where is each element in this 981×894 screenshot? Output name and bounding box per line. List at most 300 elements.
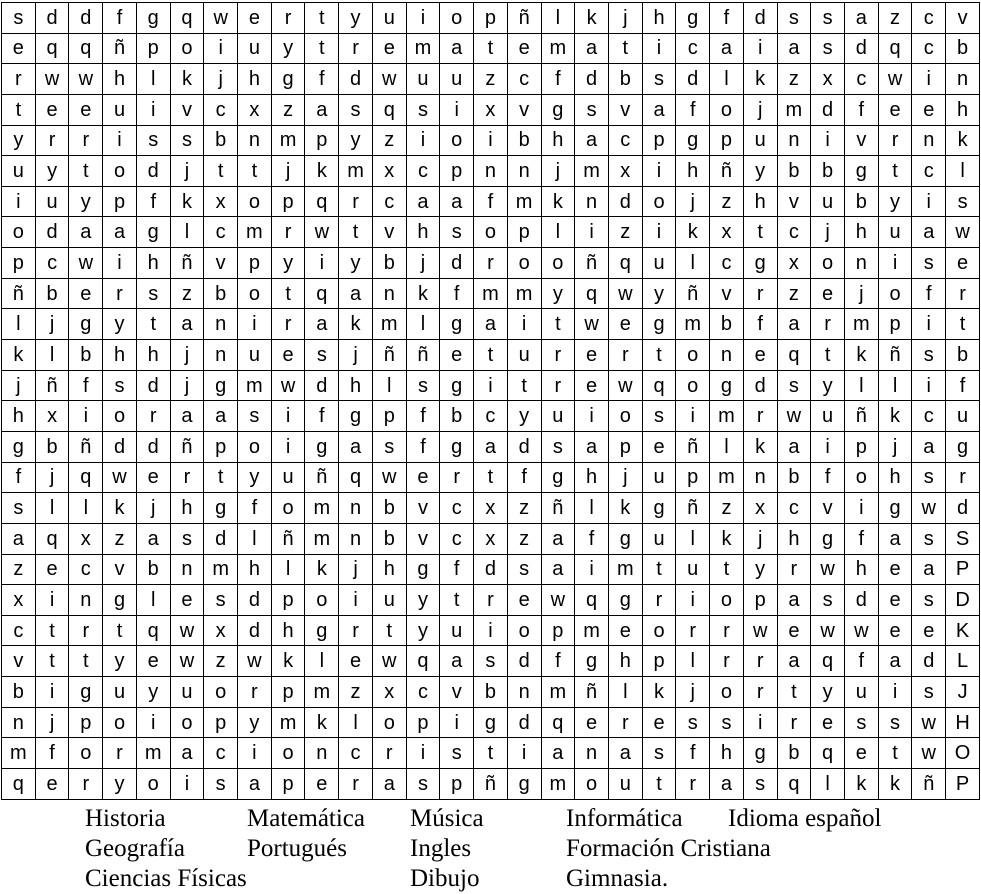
- grid-cell: s: [2, 3, 36, 34]
- grid-cell: s: [912, 585, 946, 616]
- grid-cell: i: [238, 738, 272, 769]
- grid-cell: b: [2, 677, 36, 708]
- grid-cell: f: [507, 462, 541, 493]
- grid-row: [2, 64, 980, 95]
- grid-cell: u: [2, 156, 36, 187]
- grid-cell: i: [507, 738, 541, 769]
- grid-cell: a: [440, 646, 474, 677]
- grid-cell: j: [608, 3, 642, 34]
- grid-cell: y: [642, 278, 676, 309]
- grid-cell: a: [541, 554, 575, 585]
- grid-cell: c: [844, 64, 878, 95]
- grid-cell: s: [912, 677, 946, 708]
- grid-cell: s: [474, 646, 508, 677]
- grid-cell: s: [2, 493, 36, 524]
- grid-cell: u: [440, 615, 474, 646]
- grid-cell: b: [946, 340, 980, 371]
- grid-cell: h: [608, 646, 642, 677]
- grid-cell: j: [676, 677, 710, 708]
- grid-cell: v: [777, 186, 811, 217]
- grid-cell: r: [474, 585, 508, 616]
- grid-cell: r: [271, 3, 305, 34]
- grid-cell: m: [541, 769, 575, 800]
- grid-row: [2, 248, 980, 279]
- grid-cell: g: [136, 3, 170, 34]
- grid-cell: a: [777, 431, 811, 462]
- grid-cell: d: [136, 431, 170, 462]
- grid-cell: k: [271, 646, 305, 677]
- grid-cell: d: [35, 217, 69, 248]
- grid-cell: u: [507, 340, 541, 371]
- grid-cell: e: [878, 94, 912, 125]
- grid-cell: i: [35, 585, 69, 616]
- grid-cell: i: [474, 125, 508, 156]
- grid-cell: s: [339, 94, 373, 125]
- grid-cell: n: [844, 248, 878, 279]
- grid-row: [2, 125, 980, 156]
- grid-cell: b: [204, 278, 238, 309]
- grid-cell: x: [2, 585, 36, 616]
- grid-cell: a: [575, 431, 609, 462]
- grid-cell: x: [372, 156, 406, 187]
- grid-cell: q: [170, 3, 204, 34]
- grid-cell: o: [507, 248, 541, 279]
- grid-cell: q: [305, 186, 339, 217]
- grid-cell: g: [811, 523, 845, 554]
- grid-cell: u: [271, 462, 305, 493]
- grid-cell: l: [69, 493, 103, 524]
- grid-cell: w: [777, 401, 811, 432]
- grid-cell: w: [35, 64, 69, 95]
- grid-cell: q: [69, 33, 103, 64]
- grid-cell: e: [743, 340, 777, 371]
- grid-cell: g: [608, 585, 642, 616]
- grid-cell: u: [608, 769, 642, 800]
- grid-cell: f: [844, 94, 878, 125]
- grid-cell: a: [170, 309, 204, 340]
- grid-cell: k: [878, 769, 912, 800]
- grid-cell: P: [946, 769, 980, 800]
- grid-cell: e: [811, 278, 845, 309]
- grid-cell: s: [440, 217, 474, 248]
- grid-cell: g: [642, 309, 676, 340]
- grid-cell: L: [946, 646, 980, 677]
- grid-cell: d: [136, 370, 170, 401]
- grid-row: [2, 156, 980, 187]
- grid-cell: r: [608, 707, 642, 738]
- grid-cell: d: [238, 615, 272, 646]
- grid-cell: i: [575, 217, 609, 248]
- grid-cell: p: [474, 3, 508, 34]
- grid-cell: q: [305, 278, 339, 309]
- grid-cell: b: [35, 431, 69, 462]
- grid-cell: c: [440, 523, 474, 554]
- grid-cell: e: [305, 769, 339, 800]
- grid-cell: m: [238, 217, 272, 248]
- word-list-line: [0, 835, 981, 865]
- grid-cell: y: [339, 125, 373, 156]
- word-list-item: Ingles: [410, 835, 472, 862]
- grid-cell: i: [406, 125, 440, 156]
- grid-cell: l: [339, 707, 373, 738]
- grid-cell: s: [372, 431, 406, 462]
- grid-cell: a: [878, 523, 912, 554]
- grid-cell: S: [946, 523, 980, 554]
- grid-cell: ñ: [69, 431, 103, 462]
- grid-cell: e: [2, 33, 36, 64]
- grid-cell: y: [339, 3, 373, 34]
- grid-row: [2, 278, 980, 309]
- grid-cell: z: [2, 554, 36, 585]
- grid-cell: j: [170, 340, 204, 371]
- grid-cell: k: [710, 523, 744, 554]
- grid-cell: t: [777, 677, 811, 708]
- grid-cell: j: [811, 217, 845, 248]
- grid-cell: g: [474, 707, 508, 738]
- word-list-line: [0, 865, 981, 894]
- grid-cell: g: [271, 64, 305, 95]
- grid-cell: l: [136, 585, 170, 616]
- grid-cell: s: [642, 738, 676, 769]
- grid-cell: a: [305, 309, 339, 340]
- grid-cell: r: [339, 769, 373, 800]
- grid-cell: f: [69, 370, 103, 401]
- grid-cell: i: [440, 707, 474, 738]
- grid-cell: k: [676, 217, 710, 248]
- grid-cell: t: [507, 370, 541, 401]
- grid-cell: g: [710, 370, 744, 401]
- grid-cell: f: [2, 462, 36, 493]
- grid-cell: w: [372, 462, 406, 493]
- grid-cell: j: [541, 156, 575, 187]
- grid-cell: r: [541, 340, 575, 371]
- grid-cell: i: [811, 125, 845, 156]
- grid-cell: a: [103, 217, 137, 248]
- grid-cell: t: [271, 278, 305, 309]
- grid-cell: a: [777, 33, 811, 64]
- grid-cell: m: [710, 462, 744, 493]
- grid-cell: s: [541, 431, 575, 462]
- grid-cell: x: [608, 156, 642, 187]
- grid-cell: r: [743, 401, 777, 432]
- grid-cell: w: [170, 615, 204, 646]
- grid-cell: i: [2, 186, 36, 217]
- grid-cell: o: [238, 278, 272, 309]
- grid-cell: a: [339, 278, 373, 309]
- grid-cell: c: [912, 156, 946, 187]
- grid-cell: p: [204, 431, 238, 462]
- grid-cell: g: [440, 370, 474, 401]
- grid-cell: e: [406, 462, 440, 493]
- grid-cell: f: [305, 64, 339, 95]
- grid-cell: n: [946, 64, 980, 95]
- grid-row: [2, 217, 980, 248]
- grid-cell: r: [339, 33, 373, 64]
- word-list-item: Ciencias Físicas: [85, 865, 247, 892]
- grid-cell: ñ: [103, 33, 137, 64]
- grid-cell: q: [541, 707, 575, 738]
- grid-cell: t: [946, 309, 980, 340]
- grid-cell: f: [541, 64, 575, 95]
- grid-cell: t: [2, 94, 36, 125]
- grid-cell: q: [811, 738, 845, 769]
- grid-cell: y: [69, 186, 103, 217]
- grid-row: [2, 707, 980, 738]
- grid-cell: e: [811, 707, 845, 738]
- grid-cell: s: [440, 738, 474, 769]
- grid-cell: m: [541, 33, 575, 64]
- grid-cell: w: [69, 248, 103, 279]
- grid-cell: f: [35, 738, 69, 769]
- grid-cell: h: [844, 217, 878, 248]
- grid-cell: u: [743, 125, 777, 156]
- grid-cell: v: [710, 278, 744, 309]
- grid-cell: s: [743, 769, 777, 800]
- grid-cell: d: [676, 64, 710, 95]
- grid-cell: z: [507, 523, 541, 554]
- grid-cell: K: [946, 615, 980, 646]
- grid-cell: z: [103, 523, 137, 554]
- grid-cell: z: [608, 217, 642, 248]
- grid-cell: t: [69, 156, 103, 187]
- grid-cell: c: [339, 738, 373, 769]
- grid-cell: g: [743, 738, 777, 769]
- grid-cell: o: [305, 585, 339, 616]
- grid-cell: r: [170, 462, 204, 493]
- grid-cell: r: [339, 615, 373, 646]
- grid-cell: j: [339, 340, 373, 371]
- grid-cell: h: [946, 94, 980, 125]
- grid-cell: q: [406, 646, 440, 677]
- grid-row: [2, 523, 980, 554]
- grid-cell: o: [541, 248, 575, 279]
- grid-cell: d: [844, 33, 878, 64]
- grid-row: [2, 431, 980, 462]
- grid-cell: x: [777, 248, 811, 279]
- grid-cell: ñ: [575, 248, 609, 279]
- grid-cell: v: [2, 646, 36, 677]
- grid-cell: ñ: [575, 677, 609, 708]
- grid-cell: i: [103, 125, 137, 156]
- grid-cell: m: [305, 493, 339, 524]
- grid-cell: o: [710, 94, 744, 125]
- grid-cell: w: [743, 615, 777, 646]
- grid-cell: s: [811, 3, 845, 34]
- grid-cell: g: [541, 462, 575, 493]
- grid-cell: m: [608, 554, 642, 585]
- grid-cell: g: [946, 431, 980, 462]
- grid-cell: o: [103, 707, 137, 738]
- grid-cell: q: [575, 585, 609, 616]
- grid-cell: h: [2, 401, 36, 432]
- grid-cell: s: [811, 585, 845, 616]
- grid-cell: y: [811, 677, 845, 708]
- grid-cell: ñ: [878, 340, 912, 371]
- grid-cell: g: [676, 3, 710, 34]
- grid-cell: a: [69, 217, 103, 248]
- grid-cell: r: [743, 646, 777, 677]
- grid-cell: t: [642, 554, 676, 585]
- grid-cell: h: [676, 156, 710, 187]
- grid-cell: r: [238, 677, 272, 708]
- grid-cell: p: [541, 615, 575, 646]
- grid-cell: w: [912, 493, 946, 524]
- grid-cell: c: [676, 33, 710, 64]
- grid-cell: l: [676, 248, 710, 279]
- grid-cell: ñ: [170, 431, 204, 462]
- grid-cell: z: [710, 493, 744, 524]
- grid-cell: j: [743, 94, 777, 125]
- grid-cell: e: [35, 769, 69, 800]
- grid-cell: s: [406, 769, 440, 800]
- grid-cell: p: [710, 125, 744, 156]
- grid-cell: m: [305, 523, 339, 554]
- grid-cell: n: [204, 309, 238, 340]
- grid-cell: n: [777, 125, 811, 156]
- grid-cell: f: [575, 523, 609, 554]
- grid-cell: ñ: [170, 248, 204, 279]
- word-list-item: Formación Cristiana: [566, 835, 771, 862]
- grid-row: [2, 738, 980, 769]
- grid-cell: o: [136, 769, 170, 800]
- grid-cell: s: [642, 401, 676, 432]
- grid-cell: ñ: [912, 769, 946, 800]
- grid-cell: r: [103, 738, 137, 769]
- grid-cell: i: [339, 585, 373, 616]
- grid-cell: j: [35, 707, 69, 738]
- grid-cell: r: [676, 769, 710, 800]
- grid-cell: e: [271, 340, 305, 371]
- grid-cell: a: [912, 554, 946, 585]
- grid-cell: x: [204, 615, 238, 646]
- grid-cell: k: [103, 493, 137, 524]
- grid-cell: o: [474, 217, 508, 248]
- grid-cell: f: [440, 278, 474, 309]
- grid-cell: P: [946, 554, 980, 585]
- grid-cell: i: [136, 94, 170, 125]
- grid-cell: n: [507, 156, 541, 187]
- grid-cell: b: [777, 738, 811, 769]
- grid-cell: t: [710, 554, 744, 585]
- grid-cell: m: [305, 677, 339, 708]
- grid-cell: s: [912, 462, 946, 493]
- grid-cell: d: [811, 94, 845, 125]
- grid-cell: c: [2, 615, 36, 646]
- grid-cell: z: [507, 493, 541, 524]
- grid-cell: k: [2, 340, 36, 371]
- grid-cell: r: [777, 554, 811, 585]
- grid-cell: c: [372, 186, 406, 217]
- grid-cell: i: [642, 156, 676, 187]
- grid-cell: n: [339, 493, 373, 524]
- grid-cell: j: [35, 309, 69, 340]
- grid-cell: h: [103, 340, 137, 371]
- grid-cell: m: [2, 738, 36, 769]
- grid-cell: l: [575, 493, 609, 524]
- grid-cell: n: [575, 186, 609, 217]
- grid-cell: p: [642, 125, 676, 156]
- grid-row: [2, 370, 980, 401]
- grid-cell: f: [103, 3, 137, 34]
- grid-row: [2, 677, 980, 708]
- grid-cell: e: [69, 278, 103, 309]
- grid-cell: k: [946, 125, 980, 156]
- grid-cell: a: [575, 125, 609, 156]
- word-list-line: [0, 805, 981, 835]
- grid-cell: p: [136, 33, 170, 64]
- grid-row: [2, 615, 980, 646]
- grid-cell: s: [946, 186, 980, 217]
- grid-cell: p: [440, 156, 474, 187]
- grid-cell: g: [69, 677, 103, 708]
- grid-cell: j: [608, 462, 642, 493]
- grid-cell: o: [642, 615, 676, 646]
- grid-cell: p: [271, 677, 305, 708]
- grid-cell: t: [474, 462, 508, 493]
- grid-cell: g: [440, 431, 474, 462]
- grid-cell: z: [372, 125, 406, 156]
- grid-cell: t: [878, 156, 912, 187]
- grid-cell: a: [170, 738, 204, 769]
- grid-cell: o: [2, 217, 36, 248]
- grid-cell: c: [440, 493, 474, 524]
- grid-cell: d: [912, 646, 946, 677]
- grid-cell: i: [912, 186, 946, 217]
- grid-cell: p: [878, 309, 912, 340]
- grid-cell: h: [103, 64, 137, 95]
- grid-cell: i: [170, 769, 204, 800]
- grid-row: [2, 309, 980, 340]
- grid-cell: a: [170, 401, 204, 432]
- grid-cell: i: [642, 33, 676, 64]
- grid-cell: i: [474, 370, 508, 401]
- grid-cell: l: [541, 217, 575, 248]
- grid-cell: b: [507, 125, 541, 156]
- grid-cell: e: [844, 738, 878, 769]
- grid-cell: c: [35, 248, 69, 279]
- grid-cell: a: [440, 186, 474, 217]
- grid-cell: x: [474, 493, 508, 524]
- grid-cell: o: [878, 278, 912, 309]
- grid-cell: a: [844, 3, 878, 34]
- grid-cell: e: [946, 248, 980, 279]
- grid-cell: t: [69, 646, 103, 677]
- grid-cell: m: [204, 554, 238, 585]
- grid-row: [2, 401, 980, 432]
- grid-cell: c: [69, 554, 103, 585]
- grid-cell: y: [103, 646, 137, 677]
- grid-cell: c: [406, 156, 440, 187]
- grid-cell: c: [777, 217, 811, 248]
- grid-cell: t: [305, 3, 339, 34]
- grid-cell: k: [305, 707, 339, 738]
- grid-cell: u: [238, 33, 272, 64]
- grid-cell: c: [912, 33, 946, 64]
- grid-row: [2, 33, 980, 64]
- grid-cell: o: [103, 156, 137, 187]
- grid-cell: f: [406, 401, 440, 432]
- grid-cell: g: [676, 125, 710, 156]
- grid-cell: s: [103, 370, 137, 401]
- grid-cell: j: [743, 523, 777, 554]
- grid-cell: g: [204, 370, 238, 401]
- grid-cell: l: [676, 523, 710, 554]
- letter-grid-body: [2, 3, 980, 800]
- grid-cell: e: [608, 309, 642, 340]
- grid-cell: w: [608, 278, 642, 309]
- grid-cell: i: [507, 309, 541, 340]
- grid-cell: u: [811, 186, 845, 217]
